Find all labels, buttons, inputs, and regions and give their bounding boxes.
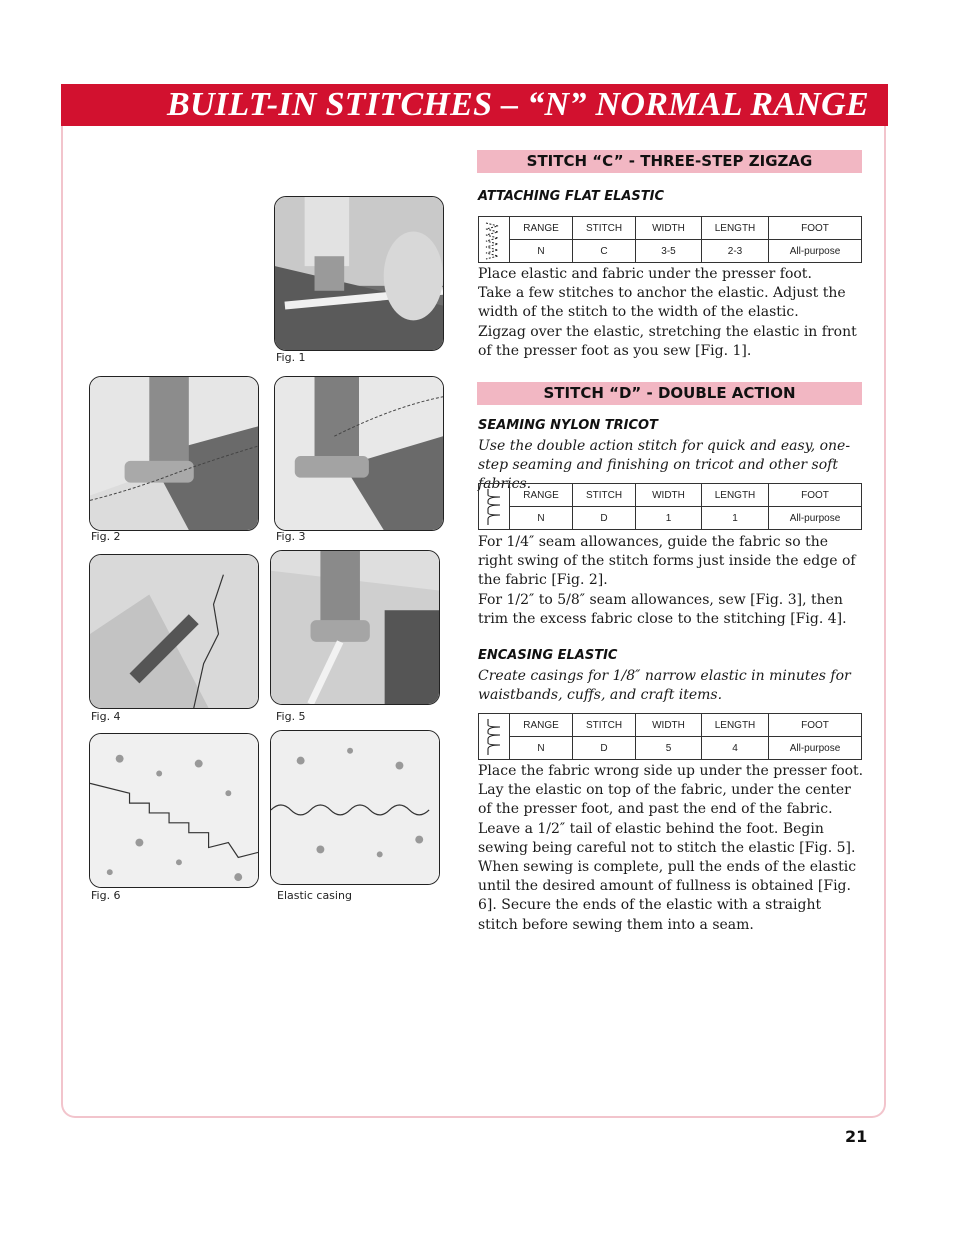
section-c-body [478,265,864,361]
fig-1-caption: Fig. 1 [276,351,306,364]
tricot-intro: Use the double action stitch for quick and easy, one-step seaming and finishing on tricot and other soft fabrics. [478,438,851,493]
value-width: 1 [636,507,702,529]
section-c-subheading: ATTACHING FLAT ELASTIC [478,189,665,204]
value-foot: All-purpose [789,512,841,524]
encasing-intro: Create casings for 1/8″ narrow elastic in minutes for waistbands, cuffs, and craft items. [478,668,851,704]
fig-5-caption: Fig. 5 [276,710,306,723]
value-length: 4 [702,737,769,759]
section-c-heading: STITCH “C” - THREE-STEP ZIGZAG [477,150,862,173]
paragraph: Zigzag over the elastic, stretching the elastic in front of the presser foot as you sew [Fig. 1]. [478,323,857,359]
stitch-c-settings-table [478,216,862,263]
header-foot: FOOT [801,719,829,731]
encasing-subheading: ENCASING ELASTIC [478,648,618,663]
fig-6-caption: Fig. 6 [91,889,121,902]
header-stitch: STITCH [573,484,636,506]
paragraph: Take a few stitches to anchor the elastic. Adjust the width of the stitch to the width of the elastic. [478,285,846,321]
fig-2-caption: Fig. 2 [91,530,121,543]
fig-2-photo [89,376,259,531]
value-stitch: D [573,507,636,529]
header-foot: FOOT [801,489,829,501]
fig-5-photo [270,550,440,705]
header-length: LENGTH [702,714,769,736]
page-title: BUILT-IN STITCHES – “N” NORMAL RANGE [167,86,869,123]
fig-1-photo [274,196,444,351]
stitch-d-encasing-table [478,713,862,760]
double-action-stitch-icon [479,484,510,529]
fig-6-photo [89,733,259,888]
header-width: WIDTH [636,484,702,506]
three-step-zigzag-icon [479,217,510,262]
value-length: 1 [702,507,769,529]
paragraph: Place elastic and fabric under the presser foot. [478,266,812,282]
encasing-body: Place the fabric wrong side up under the presser foot. Lay the elastic on top of the fabric, under the center of the presser foot, and past the end of the fabric. Leave a 1/2″ tail of elastic behind the foot. Begin sewing being careful not to stitch the elastic [Fig. 5]. When sewing is complete, pull the ends of the elastic until the desired amount of fullness is obtained [Fig. 6]. Secure the ends of the elastic with a straight stitch before sewing them into a seam. [478,763,864,933]
fig-3-photo [274,376,444,531]
value-range: N [510,240,573,262]
section-d-heading: STITCH “D” - DOUBLE ACTION [477,382,862,405]
value-stitch: C [573,240,636,262]
double-action-stitch-icon [479,714,510,759]
header-range: RANGE [510,714,573,736]
fig-4-caption: Fig. 4 [91,710,121,723]
elastic-casing-caption: Elastic casing [277,889,352,902]
header-width: WIDTH [636,217,702,239]
value-foot: All-purpose [789,742,841,754]
value-width: 3-5 [636,240,702,262]
header-stitch: STITCH [573,217,636,239]
page-number: 21 [845,1127,868,1146]
value-length: 2-3 [702,240,769,262]
header-stitch: STITCH [573,714,636,736]
value-stitch: D [573,737,636,759]
header-range: RANGE [510,217,573,239]
header-width: WIDTH [636,714,702,736]
elastic-casing-photo [270,730,440,885]
fig-3-caption: Fig. 3 [276,530,306,543]
header-foot: FOOT [801,222,829,234]
header-range: RANGE [510,484,573,506]
header-length: LENGTH [702,484,769,506]
value-foot: All-purpose [789,245,841,257]
value-range: N [510,737,573,759]
paragraph: For 1/2″ to 5/8″ seam allowances, sew [Fig. 3], then trim the excess fabric close to the stitching [Fig. 4]. [478,591,847,627]
paragraph: For 1/4″ seam allowances, guide the fabric so the right swing of the stitch forms just inside the edge of the fabric [Fig. 2]. [478,534,856,589]
tricot-subheading: SEAMING NYLON TRICOT [478,418,658,433]
value-range: N [510,507,573,529]
header-length: LENGTH [702,217,769,239]
value-width: 5 [636,737,702,759]
stitch-d-tricot-table [478,483,862,530]
fig-4-photo [89,554,259,709]
title-banner [61,84,888,126]
tricot-body [478,533,864,629]
